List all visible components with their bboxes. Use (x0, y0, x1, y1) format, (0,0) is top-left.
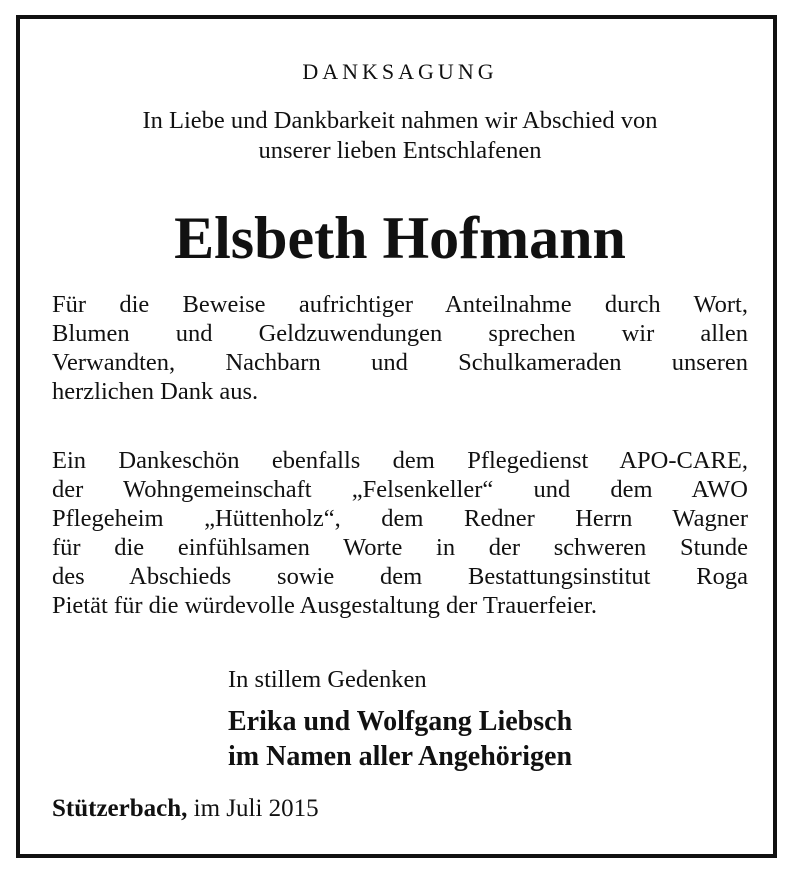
paragraph-line: Pietät für die würdevolle Ausgestaltung der Trauerfeier. (52, 592, 597, 619)
paragraph-line: des Abschieds sowie dem Bestattungsinstitut Roga (52, 563, 748, 590)
paragraph-line: Verwandten, Nachbarn und Schulkameraden unseren (52, 349, 748, 376)
paragraph-line: herzlichen Dank aus. (52, 378, 259, 405)
thanks-paragraph-1 (52, 290, 748, 406)
closing-phrase: In stillem Gedenken (228, 666, 427, 693)
paragraph-line: für die einfühlsamen Worte in der schweren Stunde (52, 534, 748, 561)
thanks-paragraph-2 (52, 446, 748, 620)
place-date (52, 794, 319, 824)
intro-text (50, 106, 750, 166)
deceased-name: Elsbeth Hofmann (174, 205, 626, 271)
paragraph-line: Für die Beweise aufrichtiger Anteilnahme durch Wort, (52, 291, 748, 318)
paragraph-line: der Wohngemeinschaft „Felsenkeller“ und dem AWO (52, 476, 748, 503)
signers-block (228, 704, 572, 774)
intro-line: In Liebe und Dankbarkeit nahmen wir Abschied von (142, 107, 658, 134)
paragraph-line: Ein Dankeschön ebenfalls dem Pflegedienst APO-CARE, (52, 447, 748, 474)
notice-date: im Juli 2015 (193, 795, 319, 822)
signer-relation: im Namen aller Angehörigen (228, 741, 573, 772)
paragraph-line: Blumen und Geldzuwendungen sprechen wir allen (52, 320, 748, 347)
intro-line: unserer lieben Entschlafenen (258, 137, 542, 164)
notice-heading: DANKSAGUNG (302, 59, 498, 84)
paragraph-line: Pflegeheim „Hüttenholz“, dem Redner Herrn Wagner (52, 505, 748, 532)
place-name: Stützerbach, (52, 795, 188, 822)
signer-names: Erika und Wolfgang Liebsch (228, 706, 573, 737)
